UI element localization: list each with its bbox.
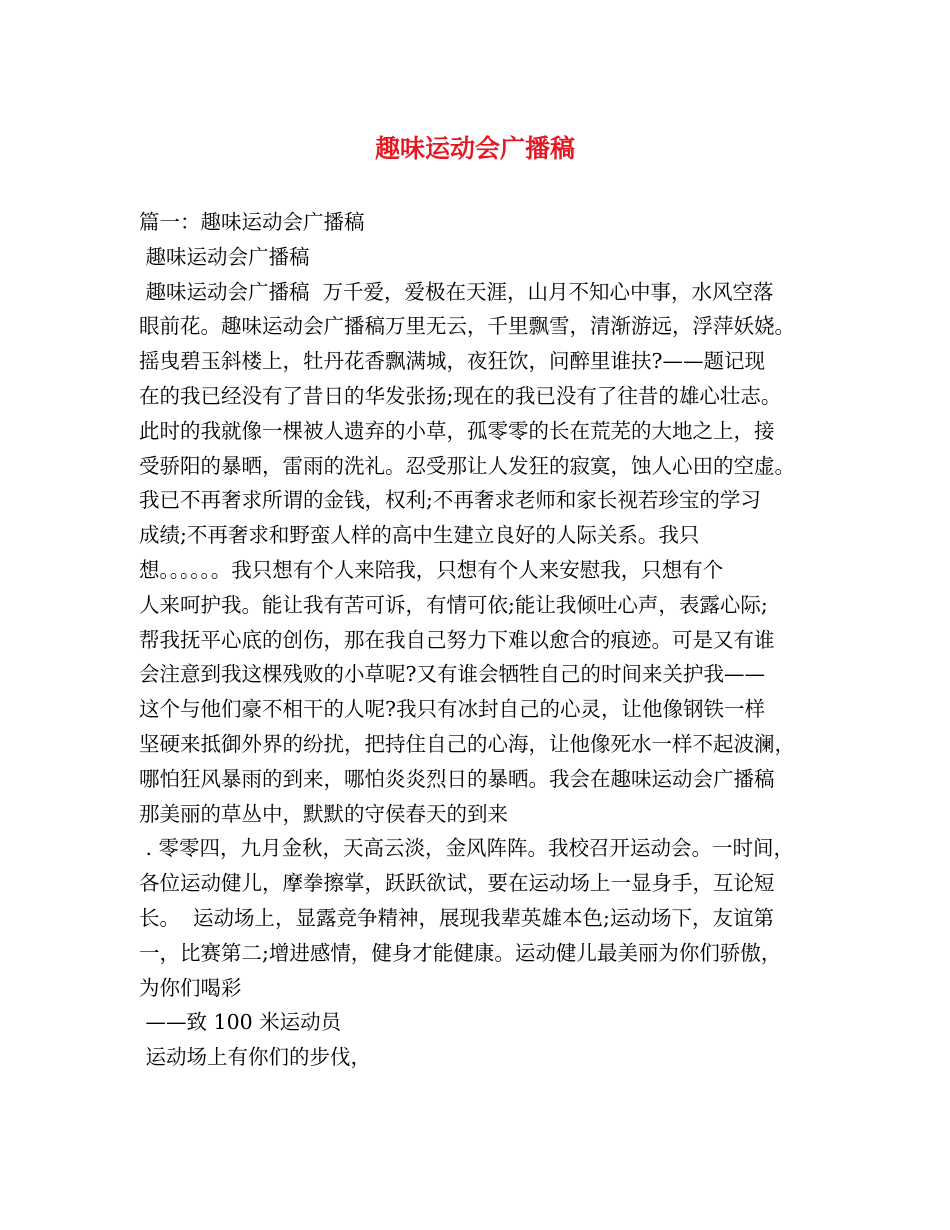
- text-line: 这个与他们豪不相干的人呢?我只有冰封自己的心灵，让他像钢铁一样: [139, 697, 765, 722]
- text-line: 想。。。。。。我只想有个人来陪我，只想有个人来安慰我，只想有个: [139, 557, 724, 582]
- document-body: [139, 205, 829, 1075]
- text-line: 哪怕狂风暴雨的到来，哪怕炎炎烈日的暴晒。我会在趣味运动会广播稿: [139, 766, 775, 791]
- text-line: 坚硬来抵御外界的纷扰，把持住自己的心海，让他像死水一样不起波澜，: [139, 731, 795, 756]
- text-line: 此时的我就像一棵被人遗弃的小草，孤零零的长在荒芜的大地之上，接: [139, 418, 775, 443]
- text-line: 成绩;不再奢求和野蛮人样的高中生建立良好的人际关系。我只: [139, 523, 700, 548]
- text-line: 受骄阳的暴晒，雷雨的洗礼。忍受那让人发狂的寂寞，蚀人心田的空虚。: [139, 453, 795, 478]
- text-line: 会注意到我这棵残败的小草呢?又有谁会牺牲自己的时间来关护我——: [139, 662, 765, 687]
- text-line: 摇曳碧玉斜楼上，牡丹花香飘满城，夜狂饮，问醉里谁扶?——题记现: [139, 349, 765, 374]
- text-line: 篇一：趣味运动会广播稿: [139, 210, 365, 234]
- document-title: 趣味运动会广播稿: [374, 134, 575, 163]
- text-line: 人来呵护我。能让我有苦可诉，有情可依;能让我倾吐心声，表露心际;: [139, 592, 768, 617]
- text-line: 那美丽的草丛中，默默的守侯春天的到来: [139, 801, 508, 826]
- text-line: . 零零四，九月金秋，天高云淡，金风阵阵。我校召开运动会。一时间，: [139, 836, 795, 861]
- text-line: 各位运动健儿，摩拳擦掌，跃跃欲试，要在运动场上一显身手，互论短: [139, 871, 775, 896]
- text-line: 在的我已经没有了昔日的华发张扬;现在的我已没有了往昔的雄心壮志。: [139, 383, 782, 408]
- text-line: 长。 运动场上，显露竞争精神，展现我辈英雄本色;运动场下，友谊第: [139, 905, 774, 930]
- text-line: 运动场上有你们的步伐，: [139, 1045, 372, 1070]
- text-line: 趣味运动会广播稿: [139, 244, 310, 269]
- text-line: 眼前花。趣味运动会广播稿万里无云，千里飘雪，清渐游远，浮萍妖娆。: [139, 314, 795, 339]
- text-line: 一，比赛第二;增进感情，健身才能健康。运动健儿最美丽为你们骄傲，: [139, 940, 782, 965]
- text-line: 为你们喝彩: [139, 975, 242, 1000]
- text-line: 趣味运动会广播稿 万千爱，爱极在天涯，山月不知心中事，水风空落: [139, 279, 774, 304]
- text-line: ——致 100 米运动员: [139, 1010, 342, 1035]
- text-line: 帮我抚平心底的创伤，那在我自己努力下难以愈合的痕迹。可是又有谁: [139, 627, 775, 652]
- text-line: 我已不再奢求所谓的金钱，权利;不再奢求老师和家长视若珍宝的学习: [139, 488, 761, 513]
